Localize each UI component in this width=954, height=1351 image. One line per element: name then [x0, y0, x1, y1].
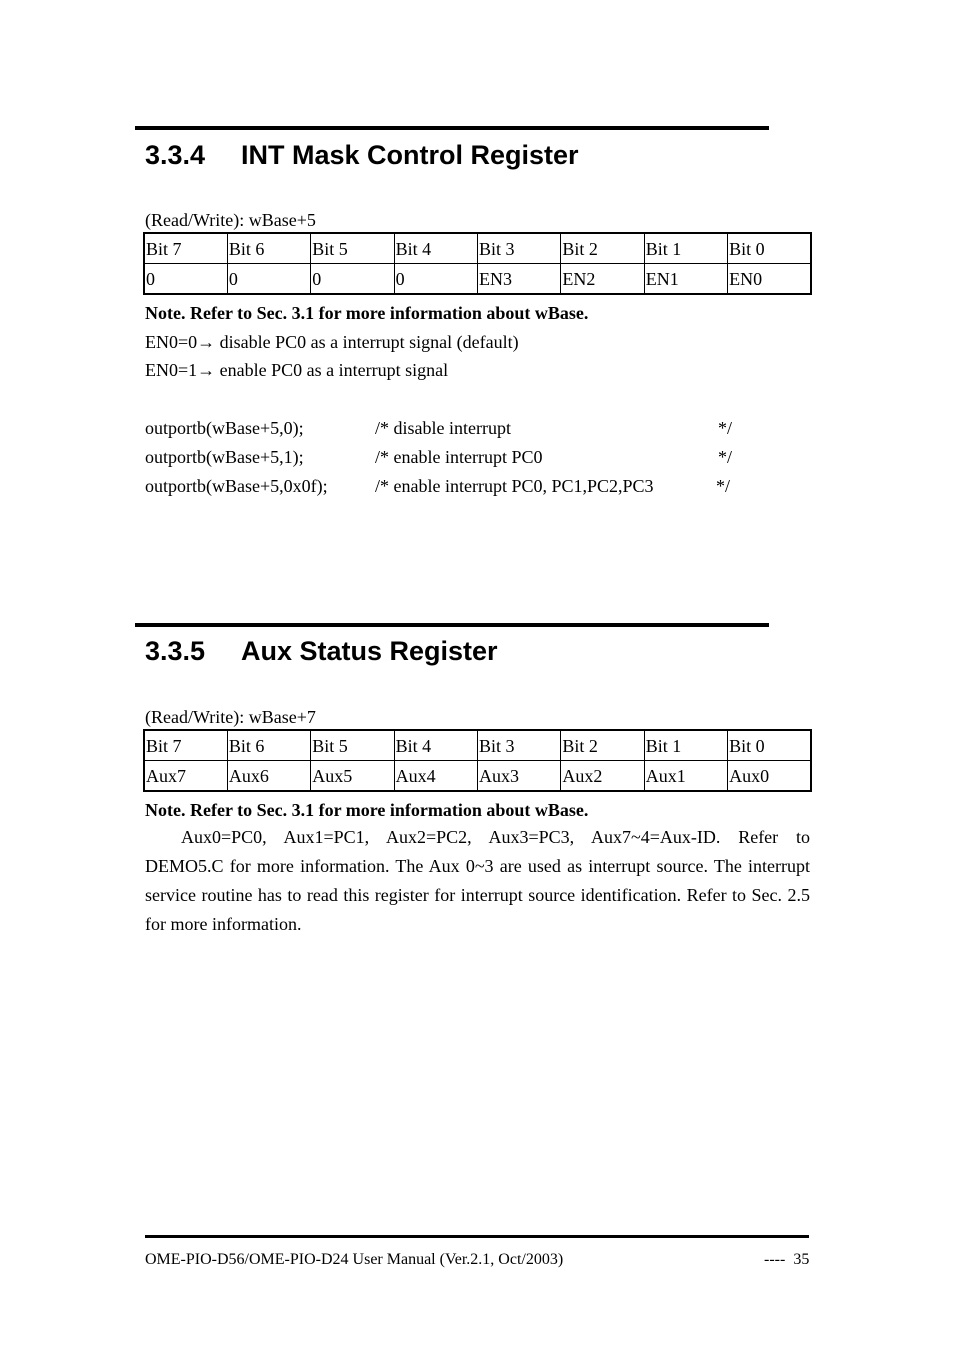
section-heading	[145, 636, 498, 667]
register-table	[143, 729, 812, 792]
table-cell: 0	[227, 264, 310, 295]
code-statement: outportb(wBase+5,0);	[145, 418, 304, 438]
table-cell: 0	[394, 264, 477, 295]
section-rule	[135, 623, 769, 627]
table-cell: Bit 6	[227, 233, 310, 264]
code-statement: outportb(wBase+5,1);	[145, 447, 304, 467]
table-cell: Bit 6	[227, 730, 310, 761]
code-comment-end: */	[716, 476, 731, 496]
table-cell: EN3	[478, 264, 561, 295]
table-cell: Bit 4	[394, 233, 477, 264]
table-header-row	[144, 233, 811, 264]
note-line: Note. Refer to Sec. 3.1 for more information about wBase.	[145, 800, 589, 820]
table-cell: Bit 5	[311, 233, 394, 264]
table-cell: Bit 7	[144, 233, 227, 264]
section-rule	[135, 126, 769, 130]
section-number: 3.3.4	[145, 140, 206, 170]
code-comment: /* enable interrupt PC0	[375, 447, 543, 467]
table-cell: Bit 5	[311, 730, 394, 761]
access-line: (Read/Write): wBase+5	[145, 210, 316, 230]
section-title: INT Mask Control Register	[241, 140, 579, 170]
table-cell: Aux6	[227, 761, 310, 792]
section-title: Aux Status Register	[241, 636, 498, 666]
table-cell: Bit 7	[144, 730, 227, 761]
table-cell: Aux4	[394, 761, 477, 792]
table-cell: EN1	[644, 264, 727, 295]
code-statement: outportb(wBase+5,0x0f);	[145, 476, 328, 496]
table-cell: Bit 4	[394, 730, 477, 761]
table-header-row	[144, 730, 811, 761]
table-cell: Bit 0	[728, 730, 811, 761]
description-line: EN0=1→ enable PC0 as a interrupt signal	[145, 360, 449, 380]
table-cell: Bit 3	[478, 233, 561, 264]
section-heading	[145, 140, 579, 171]
register-table	[143, 232, 812, 295]
table-row	[144, 264, 811, 295]
table-cell: Bit 1	[644, 730, 727, 761]
table-cell: Aux3	[478, 761, 561, 792]
table-cell: EN2	[561, 264, 644, 295]
code-comment-end: */	[718, 447, 733, 467]
table-row	[144, 761, 811, 792]
code-comment-end: */	[718, 418, 733, 438]
description-paragraph: Aux0=PC0, Aux1=PC1, Aux2=PC2, Aux3=PC3, Aux7~4=Aux-ID. Refer to DEMO5.C for more information. The Aux 0~3 are used as interrupt source. The interrupt service routine has to read this register for interrupt source identification. Refer to Sec. 2.5 for more information.	[145, 827, 810, 934]
table-cell: 0	[144, 264, 227, 295]
table-cell: EN0	[728, 264, 811, 295]
table-cell: 0	[311, 264, 394, 295]
table-cell: Bit 3	[478, 730, 561, 761]
section-number: 3.3.5	[145, 636, 206, 666]
footer-rule	[145, 1235, 809, 1238]
table-cell: Aux7	[144, 761, 227, 792]
note-line: Note. Refer to Sec. 3.1 for more information about wBase.	[145, 303, 589, 323]
table-cell: Bit 0	[728, 233, 811, 264]
table-cell: Aux2	[561, 761, 644, 792]
table-cell: Aux1	[644, 761, 727, 792]
table-cell: Bit 1	[644, 233, 727, 264]
description-line: EN0=0→ disable PC0 as a interrupt signal (default)	[145, 332, 519, 352]
footer-manual-title: OME-PIO-D56/OME-PIO-D24 User Manual (Ver.2.1, Oct/2003)	[145, 1251, 564, 1268]
code-comment: /* enable interrupt PC0, PC1,PC2,PC3	[375, 476, 654, 496]
table-cell: Bit 2	[561, 730, 644, 761]
table-cell: Bit 2	[561, 233, 644, 264]
table-cell: Aux0	[728, 761, 811, 792]
access-line: (Read/Write): wBase+7	[145, 707, 316, 727]
table-cell: Aux5	[311, 761, 394, 792]
code-comment: /* disable interrupt	[375, 418, 511, 438]
page-number: ---- 35	[764, 1251, 810, 1268]
